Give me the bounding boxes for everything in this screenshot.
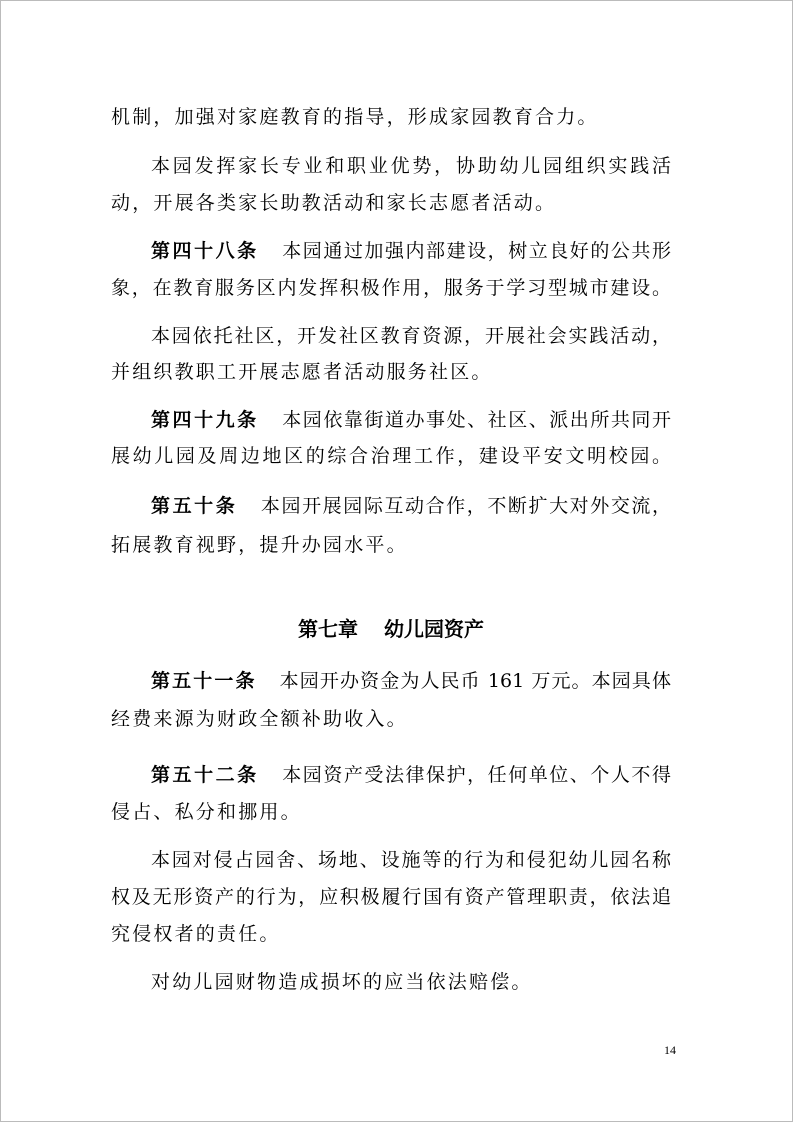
article-text: 本园资产受法律保护，任何单位、个人不得: [280, 764, 671, 786]
article-text: 本园开展园际互动合作，不断扩大对外交流，: [259, 495, 671, 517]
paragraph-line: 究侵权者的责任。: [111, 923, 281, 945]
article-label: 第四十九条: [151, 409, 259, 431]
paragraph-line: 机制，加强对家庭教育的指导，形成家园教育合力。: [111, 106, 599, 128]
paragraph-line: 展幼儿园及周边地区的综合治理工作，建设平安文明校园。: [111, 445, 671, 467]
page-number: 14: [664, 1043, 676, 1057]
article-text: 本园开办资金为人民币 161 万元。本园具体: [278, 670, 671, 692]
paragraph-line: 经费来源为财政全额补助收入。: [111, 708, 408, 730]
paragraph-line: 并组织教职工开展志愿者活动服务社区。: [111, 361, 493, 383]
article-48-line: [151, 234, 671, 268]
article-label: 第五十条: [151, 495, 238, 517]
paragraph-line: 权及无形资产的行为，应积极履行国有资产管理职责，依法追: [111, 886, 671, 908]
article-text: 本园通过加强内部建设，树立良好的公共形: [280, 240, 671, 262]
paragraph-line: 本园对侵占园舍、场地、设施等的行为和侵犯幼儿园名称: [151, 849, 671, 871]
paragraph-line: 本园发挥家长专业和职业优势，协助幼儿园组织实践活: [151, 155, 671, 177]
paragraph-line: 本园依托社区，开发社区教育资源，开展社会实践活动，: [151, 325, 671, 347]
article-label: 第五十二条: [151, 764, 259, 786]
article-label: 第四十八条: [151, 240, 259, 262]
chapter-heading: [111, 612, 671, 646]
article-52-line: [151, 758, 671, 792]
paragraph-line: 动，开展各类家长助教活动和家长志愿者活动。: [111, 192, 557, 214]
article-text: 本园依靠街道办事处、社区、派出所共同开: [280, 409, 671, 431]
paragraph-line: 对幼儿园财物造成损坏的应当依法赔偿。: [151, 971, 533, 993]
article-51-line: [151, 664, 671, 698]
chapter-number: 第七章: [298, 617, 358, 641]
paragraph-line: 拓展教育视野，提升办园水平。: [111, 534, 408, 556]
article-50-line: [151, 489, 671, 523]
paragraph-line: 象，在教育服务区内发挥积极作用，服务于学习型城市建设。: [111, 277, 671, 299]
chapter-title: 幼儿园资产: [384, 617, 484, 641]
paragraph-line: 侵占、私分和挪用。: [111, 801, 302, 823]
article-49-line: [151, 403, 671, 437]
article-label: 第五十一条: [151, 670, 257, 692]
